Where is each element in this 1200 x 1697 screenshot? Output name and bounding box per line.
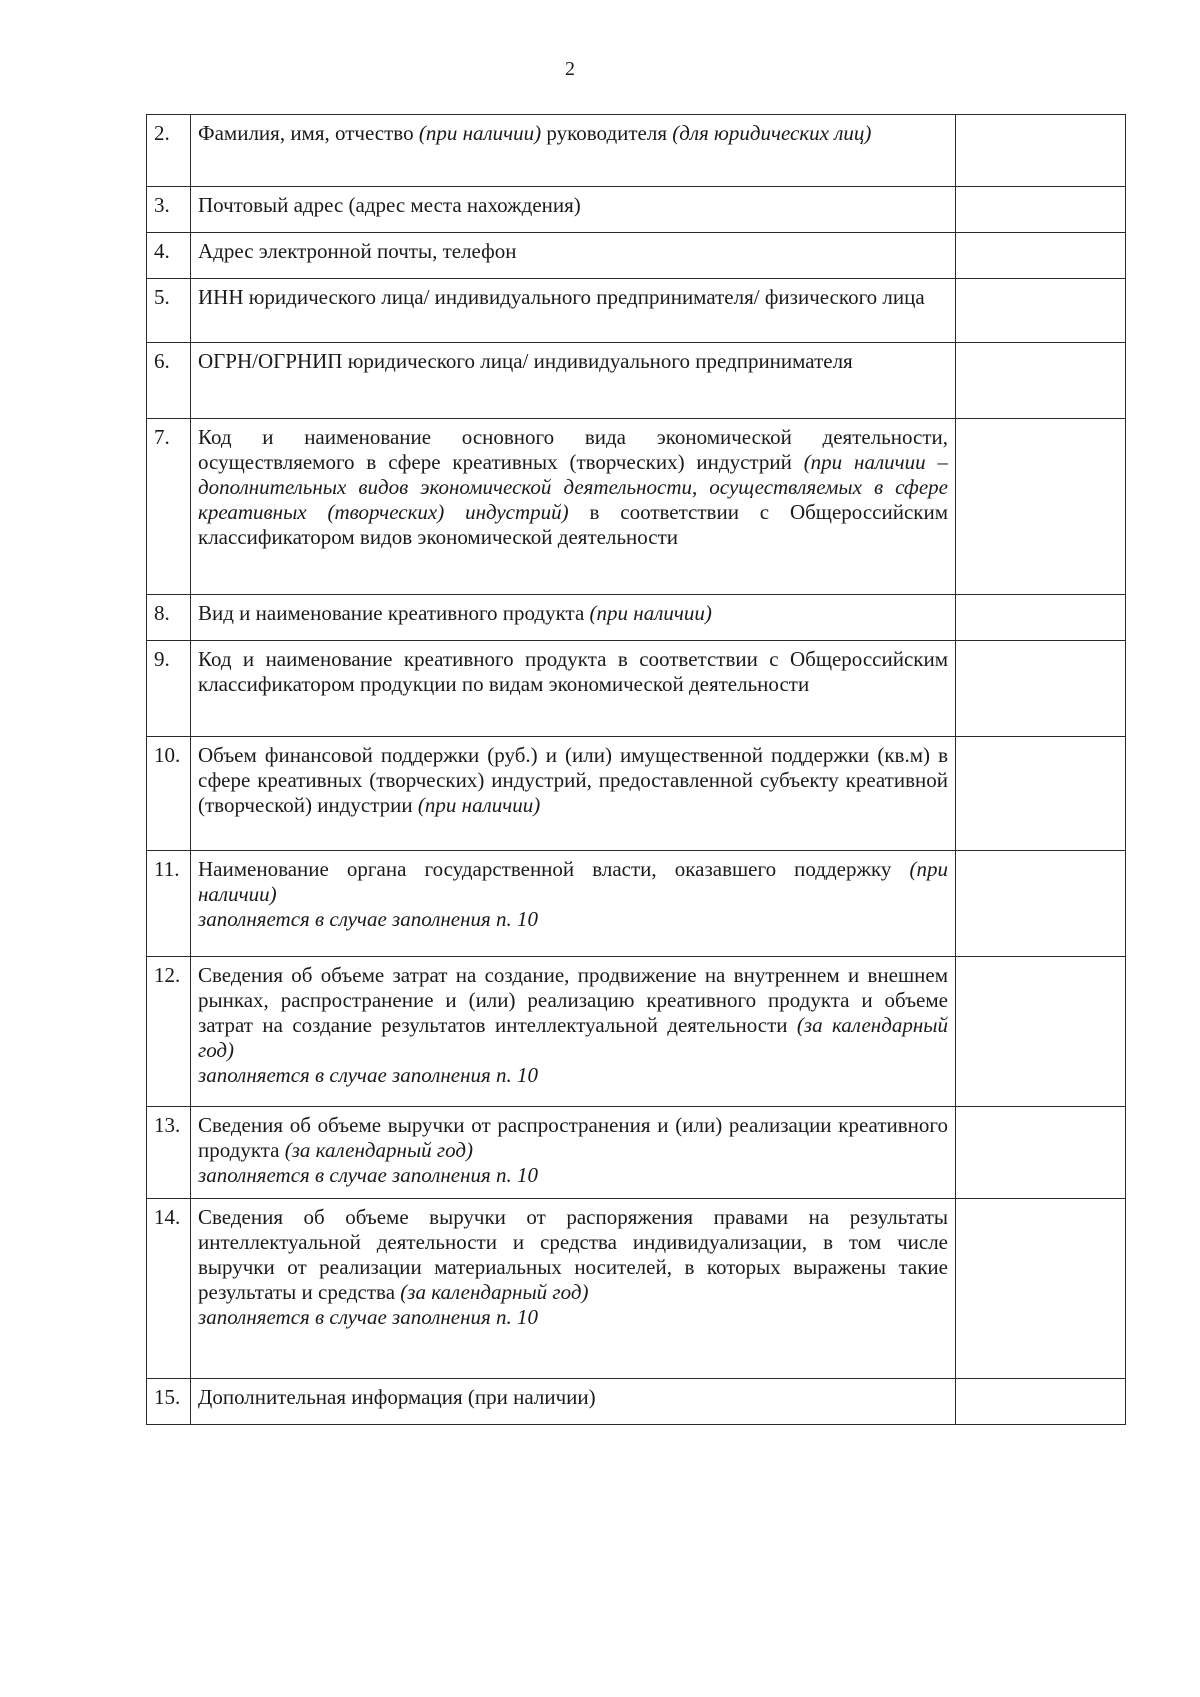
description-text: ИНН юридического лица/ индивидуального предпринимателя/ физического лица bbox=[198, 285, 925, 309]
value-cell[interactable] bbox=[956, 343, 1126, 419]
row-description bbox=[191, 343, 956, 419]
form-table bbox=[146, 114, 1126, 1425]
description-text: Адрес электронной почты, телефон bbox=[198, 239, 517, 263]
description-text: руководителя bbox=[541, 121, 673, 145]
row-number: 7. bbox=[147, 419, 191, 595]
row-description bbox=[191, 851, 956, 957]
table-row bbox=[147, 115, 1126, 187]
value-cell[interactable] bbox=[956, 737, 1126, 851]
table-row bbox=[147, 233, 1126, 279]
row-number: 10. bbox=[147, 737, 191, 851]
value-cell[interactable] bbox=[956, 595, 1126, 641]
row-number: 5. bbox=[147, 279, 191, 343]
description-text: Почтовый адрес (адрес места нахождения) bbox=[198, 193, 581, 217]
table-row bbox=[147, 595, 1126, 641]
row-number: 4. bbox=[147, 233, 191, 279]
description-text: Объем финансовой поддержки (руб.) и (или) имущественной поддержки (кв.м) в сфере креативных (творческих) индустрий, предоставленной субъекту креативной (творческой) индустрии bbox=[198, 743, 948, 817]
row-number: 8. bbox=[147, 595, 191, 641]
fill-note: заполняется в случае заполнения п. 10 bbox=[198, 907, 539, 931]
row-description bbox=[191, 187, 956, 233]
description-text: Фамилия, имя, отчество bbox=[198, 121, 419, 145]
value-cell[interactable] bbox=[956, 187, 1126, 233]
description-text: Дополнительная информация (при наличии) bbox=[198, 1385, 596, 1409]
row-description bbox=[191, 957, 956, 1107]
table-row bbox=[147, 419, 1126, 595]
row-number: 2. bbox=[147, 115, 191, 187]
row-description bbox=[191, 1379, 956, 1425]
description-text: Код и наименование креативного продукта в соответствии с Общероссийским классификатором продукции по видам экономической деятельности bbox=[198, 647, 948, 696]
row-number: 11. bbox=[147, 851, 191, 957]
value-cell[interactable] bbox=[956, 279, 1126, 343]
form-table-body bbox=[147, 115, 1126, 1425]
table-row bbox=[147, 1379, 1126, 1425]
fill-note: заполняется в случае заполнения п. 10 bbox=[198, 1063, 539, 1087]
value-cell[interactable] bbox=[956, 851, 1126, 957]
description-italic-text: (за календарный год) bbox=[198, 1013, 948, 1062]
description-italic-text: (при наличии) bbox=[417, 793, 541, 817]
table-row bbox=[147, 641, 1126, 737]
value-cell[interactable] bbox=[956, 419, 1126, 595]
table-row bbox=[147, 343, 1126, 419]
row-description bbox=[191, 1199, 956, 1379]
value-cell[interactable] bbox=[956, 1107, 1126, 1199]
description-text: Сведения об объеме выручки от распространения и (или) реализации креативного продукта bbox=[198, 1113, 948, 1162]
description-text: ОГРН/ОГРНИП юридического лица/ индивидуального предпринимателя bbox=[198, 349, 853, 373]
description-text: в соответствии с Общероссийским классификатором видов экономической деятельности bbox=[198, 500, 948, 549]
description-italic-text: (для юридических лиц) bbox=[672, 121, 872, 145]
value-cell[interactable] bbox=[956, 233, 1126, 279]
row-description bbox=[191, 233, 956, 279]
row-description bbox=[191, 115, 956, 187]
table-row bbox=[147, 957, 1126, 1107]
row-description bbox=[191, 595, 956, 641]
row-description bbox=[191, 279, 956, 343]
table-row bbox=[147, 187, 1126, 233]
row-number: 3. bbox=[147, 187, 191, 233]
value-cell[interactable] bbox=[956, 1379, 1126, 1425]
description-italic-text: (за календарный год) bbox=[400, 1280, 589, 1304]
row-description bbox=[191, 641, 956, 737]
description-text: Сведения об объеме затрат на создание, продвижение на внутреннем и внешнем рынках, распространение и (или) реализацию креативного продукта и объеме затрат на создание результатов интеллектуальной деятельности bbox=[198, 963, 948, 1037]
row-description bbox=[191, 737, 956, 851]
value-cell[interactable] bbox=[956, 115, 1126, 187]
row-number: 13. bbox=[147, 1107, 191, 1199]
row-description bbox=[191, 1107, 956, 1199]
description-text: Вид и наименование креативного продукта bbox=[198, 601, 590, 625]
description-italic-text: (при наличии) bbox=[198, 857, 948, 906]
table-row bbox=[147, 1107, 1126, 1199]
row-description bbox=[191, 419, 956, 595]
table-row bbox=[147, 737, 1126, 851]
table-row bbox=[147, 1199, 1126, 1379]
row-number: 14. bbox=[147, 1199, 191, 1379]
row-number: 6. bbox=[147, 343, 191, 419]
description-text: Наименование органа государственной власти, оказавшего поддержку bbox=[198, 857, 910, 881]
row-number: 15. bbox=[147, 1379, 191, 1425]
row-number: 12. bbox=[147, 957, 191, 1107]
table-row bbox=[147, 851, 1126, 957]
value-cell[interactable] bbox=[956, 1199, 1126, 1379]
description-text: Сведения об объеме выручки от распоряжения правами на результаты интеллектуальной деятельности и средства индивидуализации, в том числе выручки от реализации материальных носителей, в которых выражены такие результаты и средства bbox=[198, 1205, 948, 1304]
row-number: 9. bbox=[147, 641, 191, 737]
description-italic-text: (за календарный год) bbox=[284, 1138, 473, 1162]
fill-note: заполняется в случае заполнения п. 10 bbox=[198, 1163, 539, 1187]
description-text: Код и наименование основного вида экономической деятельности, осуществляемого в сфере креативных (творческих) индустрий bbox=[198, 425, 948, 474]
description-italic-text: (при наличии – дополнительных видов экономической деятельности, осуществляемых в сфере креативных (творческих) индустрий) bbox=[198, 450, 948, 524]
value-cell[interactable] bbox=[956, 641, 1126, 737]
page-number: 2 bbox=[565, 58, 575, 80]
table-row bbox=[147, 279, 1126, 343]
description-italic-text: (при наличии) bbox=[589, 601, 712, 625]
fill-note: заполняется в случае заполнения п. 10 bbox=[198, 1305, 539, 1329]
description-italic-text: (при наличии) bbox=[418, 121, 542, 145]
value-cell[interactable] bbox=[956, 957, 1126, 1107]
